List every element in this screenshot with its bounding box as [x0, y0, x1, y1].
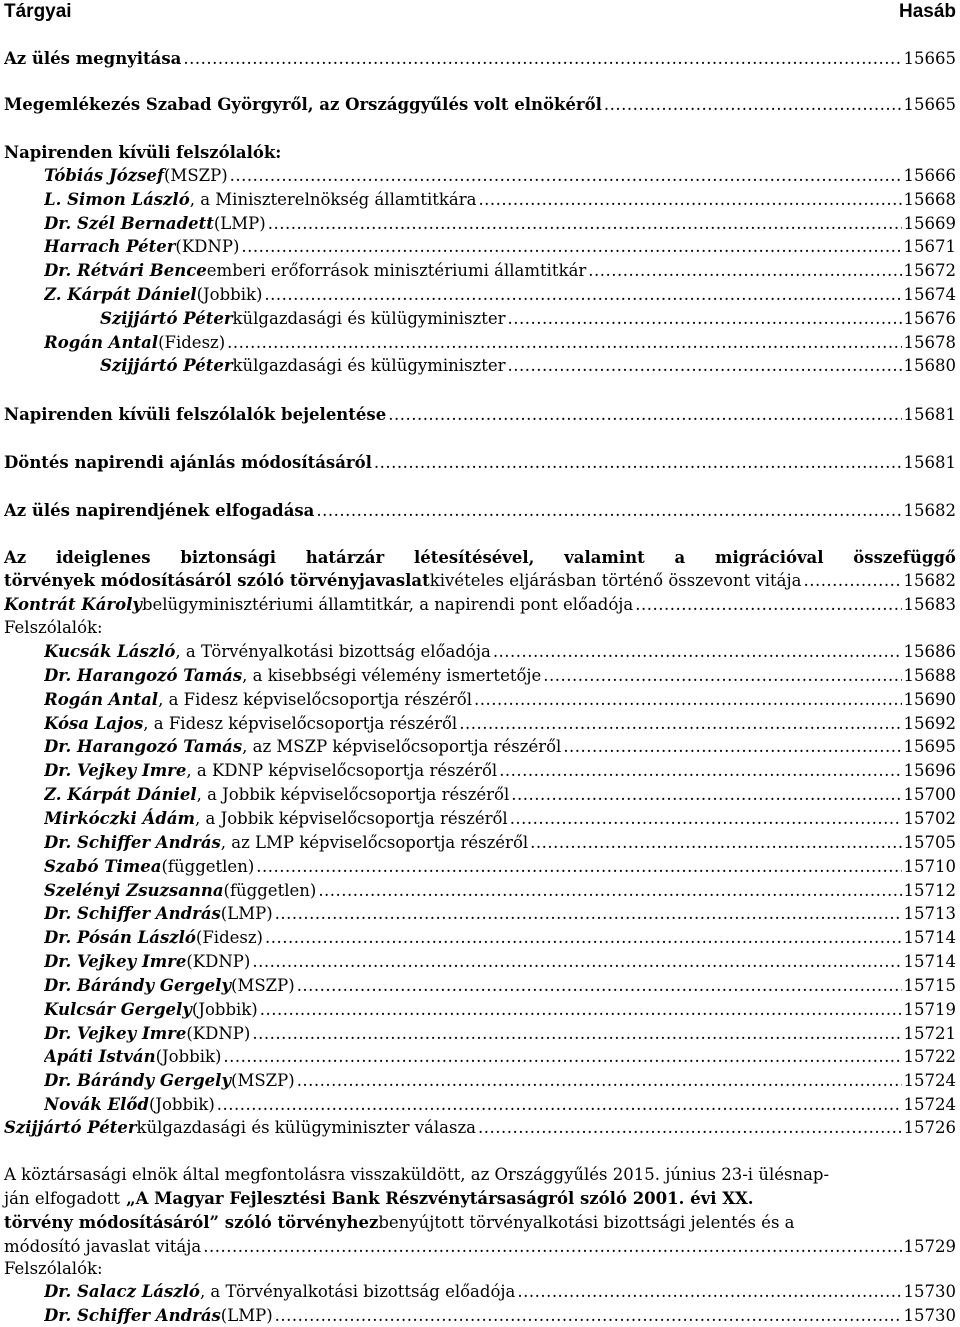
speaker-entry[interactable] — [44, 927, 956, 949]
dot-leader — [275, 903, 902, 925]
heading-text: Napirenden kívüli felszólalók: — [4, 143, 282, 162]
entry-page: 15719 — [903, 999, 956, 1019]
entry-page: 15681 — [903, 453, 956, 472]
speaker-name: Szelényi Zsuzsanna — [44, 880, 224, 900]
entry-page: 15686 — [903, 642, 956, 661]
speaker-name: Szabó Timea — [44, 856, 162, 876]
entry-page: 15671 — [903, 237, 956, 257]
speaker-name: Z. Kárpát Dániel — [44, 785, 197, 805]
entry-page: 15721 — [903, 1023, 956, 1043]
returned-line1: A köztársasági elnök által megfontolásra visszaküldött, az Országgyűlés 2015. június 23-i ülésnap- — [4, 1165, 830, 1184]
speaker-role: külgazdasági és külügyminiszter válasza — [136, 1118, 476, 1137]
dot-leader — [217, 1094, 902, 1116]
entry-page: 15712 — [903, 880, 956, 900]
bill-title-word: határzár — [305, 548, 385, 567]
pre-agenda-entry[interactable] — [44, 260, 956, 282]
entry-page: 15705 — [903, 832, 956, 852]
returned-line2: ján elfogadott „A Magyar Fejlesztési Bank Részvénytársaságról szóló 2001. évi XX. — [4, 1189, 754, 1208]
speaker-name: Kósa Lajos — [44, 713, 144, 733]
speaker-name: Rogán Antal — [44, 689, 159, 709]
speaker-name: Rogán Antal — [44, 332, 159, 352]
speaker-name: Dr. Vejkey Imre — [44, 952, 187, 972]
dot-leader — [635, 594, 901, 616]
dot-leader — [563, 736, 901, 758]
speaker-role: (Jobbik) — [196, 285, 263, 304]
entry-page: 15678 — [903, 332, 956, 352]
entry-page: 15666 — [903, 166, 956, 185]
speaker-role: , a Jobbik képviselőcsoportja részéről — [196, 785, 510, 805]
speaker-entry[interactable] — [44, 975, 956, 997]
dot-leader — [530, 832, 901, 854]
speaker-role: külgazdasági és külügyminiszter — [232, 308, 506, 328]
speaker-name: Dr. Vejkey Imre — [44, 761, 187, 781]
speaker-entry[interactable] — [44, 1070, 956, 1092]
toc-entry-answer[interactable] — [4, 1117, 956, 1139]
speaker-role: (LMP) — [220, 1306, 273, 1325]
entry-page: 15729 — [903, 1237, 956, 1256]
speaker-entry[interactable] — [44, 999, 956, 1021]
dot-leader — [241, 236, 901, 258]
dot-leader — [223, 1046, 901, 1068]
dot-leader — [183, 48, 901, 70]
speaker-role: (LMP) — [220, 904, 273, 924]
speaker-name: Dr. Vejkey Imre — [44, 1023, 187, 1043]
entry-page: 15700 — [903, 785, 956, 805]
speaker-entry[interactable] — [44, 1305, 956, 1327]
speaker-entry[interactable] — [44, 665, 956, 687]
speaker-role: , a Törvényalkotási bizottság előadója — [175, 642, 491, 661]
speaker-role: (LMP) — [213, 213, 266, 233]
speaker-name: Dr. Harangozó Tamás — [44, 665, 243, 685]
header-right: Hasáb — [898, 1, 956, 22]
bill-title-bold: törvények módosításáról szóló törvényjavaslat — [4, 571, 430, 590]
speaker-role: külgazdasági és külügyminiszter — [232, 356, 506, 376]
speaker-entry[interactable] — [44, 713, 956, 735]
speaker-entry[interactable] — [44, 1281, 956, 1303]
speaker-name: Kontrát Károly — [4, 595, 142, 614]
entry-title: Az ülés megnyitása — [4, 49, 182, 68]
entry-page: 15710 — [903, 856, 956, 876]
entry-title: Az ülés napirendjének elfogadása — [4, 501, 315, 520]
dot-leader — [803, 570, 901, 592]
entry-page: 15692 — [903, 713, 956, 733]
entry-page: 15724 — [903, 1071, 956, 1091]
speaker-entry[interactable] — [44, 736, 956, 758]
speaker-role: , az LMP képviselőcsoportja részéről — [220, 832, 529, 852]
bill-title-word: a — [674, 548, 686, 567]
speaker-name: L. Simon László — [44, 189, 190, 209]
dot-leader — [493, 641, 902, 663]
entry-page: 15682 — [903, 571, 956, 590]
entry-page: 15722 — [903, 1047, 956, 1067]
speaker-entry[interactable] — [44, 832, 956, 854]
speaker-name: Dr. Salacz László — [44, 1282, 200, 1301]
dot-leader — [543, 665, 901, 687]
speaker-name: Dr. Harangozó Tamás — [44, 737, 243, 757]
entry-page: 15683 — [903, 595, 956, 614]
dot-leader — [604, 94, 902, 116]
dot-leader — [499, 760, 901, 782]
speaker-role: (Fidesz) — [195, 928, 263, 948]
speaker-role: (KDNP) — [175, 237, 240, 257]
bill-title-word: biztonsági — [180, 548, 276, 567]
pre-agenda-entry[interactable] — [100, 355, 956, 377]
entry-page: 15713 — [903, 904, 956, 924]
speaker-name: Mirkóczki Ádám — [44, 808, 196, 828]
entry-page: 15665 — [903, 49, 956, 68]
entry-page: 15682 — [903, 501, 956, 520]
speaker-name: Dr. Schiffer András — [44, 832, 221, 852]
speaker-role: (KDNP) — [186, 952, 251, 972]
bill-title-word: Az — [4, 548, 27, 567]
speaker-name: Tóbiás József — [44, 166, 164, 185]
entry-page: 15669 — [903, 213, 956, 233]
dot-leader — [275, 1305, 902, 1327]
speaker-entry[interactable] — [44, 689, 956, 711]
pre-agenda-entry[interactable] — [100, 308, 956, 330]
speaker-role: , a kisebbségi vélemény ismertetője — [242, 665, 542, 685]
speaker-role: (független) — [223, 880, 317, 900]
bill-title-line1 — [4, 546, 956, 570]
speaker-role: (MSZP) — [231, 975, 295, 995]
dot-leader — [510, 808, 902, 830]
entry-page: 15674 — [903, 285, 956, 304]
entry-page: 15665 — [903, 95, 956, 114]
dot-leader — [507, 355, 901, 377]
speaker-role: (MSZP) — [231, 1071, 295, 1091]
entry-page: 15672 — [903, 261, 956, 281]
entry-page: 15681 — [903, 405, 956, 424]
bill-title-word: migrációval — [715, 548, 824, 567]
dot-leader — [478, 189, 901, 211]
entry-page: 15714 — [903, 952, 956, 972]
speaker-name: Szijjártó Péter — [4, 1118, 137, 1137]
speaker-entry[interactable] — [44, 951, 956, 973]
speaker-name: Apáti István — [44, 1047, 156, 1067]
speaker-role: , a Fidesz képviselőcsoportja részéről — [143, 713, 458, 733]
toc-entry-returned[interactable] — [4, 1236, 956, 1258]
dot-leader — [388, 404, 901, 426]
dot-leader — [297, 975, 902, 997]
pre-agenda-entry[interactable] — [44, 236, 956, 258]
dot-leader — [318, 880, 901, 902]
entry-page: 15730 — [903, 1282, 956, 1301]
entry-title: Döntés napirendi ajánlás módosításáról — [4, 453, 372, 472]
dot-leader — [374, 452, 902, 474]
speaker-entry[interactable] — [44, 1046, 956, 1068]
speaker-name: Novák Előd — [44, 1095, 149, 1115]
entry-page: 15695 — [903, 737, 956, 757]
entry-page: 15714 — [903, 928, 956, 948]
speaker-role: emberi erőforrások minisztériumi államtitkár — [206, 261, 587, 281]
returned-line3: törvény módosításáról” szóló törvényhez benyújtott törvényalkotási bizottsági jelentés és a — [4, 1213, 795, 1232]
toc-entry-presenter[interactable] — [4, 594, 956, 616]
speaker-entry[interactable] — [44, 1094, 956, 1116]
speaker-role: , a KDNP képviselőcsoportja részéről — [186, 761, 498, 781]
bill-title-word: valamint — [564, 548, 645, 567]
speaker-role: (független) — [161, 856, 255, 876]
speaker-entry[interactable] — [44, 856, 956, 878]
pre-agenda-entry[interactable] — [44, 165, 956, 187]
bill-title-word: összefüggő — [853, 548, 956, 567]
speaker-entry[interactable] — [44, 903, 956, 925]
dot-leader — [297, 1070, 902, 1092]
entry-page: 15724 — [903, 1095, 956, 1115]
pre-agenda-entry[interactable] — [44, 332, 956, 354]
dot-leader — [227, 332, 901, 354]
returned-bill-paragraph — [4, 1163, 956, 1235]
dot-leader — [252, 951, 901, 973]
entry-title: Megemlékezés Szabad Györgyről, az Országgyűlés volt elnökéről — [4, 95, 602, 114]
toc-entry-adopt[interactable] — [4, 500, 956, 522]
speaker-name: Dr. Rétvári Bence — [44, 261, 207, 281]
speaker-role: , a Törvényalkotási bizottság előadója — [199, 1282, 516, 1301]
dot-leader — [588, 260, 901, 282]
entry-page: 15690 — [903, 689, 956, 709]
speakers2-heading — [4, 1258, 956, 1280]
dot-leader — [252, 1023, 901, 1045]
entry-page: 15730 — [903, 1306, 956, 1325]
speaker-name: Dr. Bárándy Gergely — [44, 1071, 232, 1091]
speaker-name: Dr. Szél Bernadett — [44, 213, 214, 233]
speaker-role: , a Miniszterelnökség államtitkára — [189, 189, 477, 209]
entry-page: 15676 — [903, 308, 956, 328]
speaker-entry[interactable] — [44, 880, 956, 902]
toc-entry-opening[interactable] — [4, 48, 956, 70]
dot-leader — [474, 689, 901, 711]
toc-entry-announce[interactable] — [4, 404, 956, 426]
dot-leader — [507, 308, 901, 330]
toc-header — [4, 0, 956, 26]
dot-leader — [203, 1236, 901, 1258]
speaker-role: (Jobbik) — [155, 1047, 222, 1067]
speaker-entry[interactable] — [44, 760, 956, 782]
speaker-entry[interactable] — [44, 808, 956, 830]
speaker-role: (Fidesz) — [158, 332, 226, 352]
speaker-role: , az MSZP képviselőcsoportja részéről — [242, 737, 562, 757]
speaker-name: Dr. Schiffer András — [44, 1306, 221, 1325]
bill-title-word: létesítésével, — [413, 548, 535, 567]
entry-page: 15680 — [903, 356, 956, 376]
entry-page: 15688 — [903, 665, 956, 685]
toc-entry-memorial[interactable] — [4, 94, 956, 116]
entry-page: 15668 — [903, 189, 956, 209]
pre-agenda-entry[interactable] — [44, 189, 956, 211]
dot-leader — [517, 1281, 901, 1303]
entry-title: módosító javaslat vitája — [4, 1237, 202, 1256]
speaker-name: Kucsák László — [44, 642, 176, 661]
header-left: Tárgyai — [4, 1, 72, 22]
speaker-entry[interactable] — [44, 641, 956, 663]
heading-text: Felszólalók: — [4, 1259, 103, 1278]
speaker-name: Szijjártó Péter — [100, 356, 233, 376]
entry-page: 15702 — [903, 808, 956, 828]
speaker-role: (KDNP) — [186, 1023, 251, 1043]
speaker-role: (MSZP) — [164, 166, 228, 185]
speaker-role: , a Fidesz képviselőcsoportja részéről — [158, 689, 473, 709]
speaker-role: (Jobbik) — [191, 999, 258, 1019]
bill-title-rest: kivételes eljárásban történő összevont vitája — [429, 571, 802, 590]
speaker-role: (Jobbik) — [148, 1095, 215, 1115]
dot-leader — [316, 500, 901, 522]
dot-leader — [230, 165, 902, 187]
speaker-name: Z. Kárpát Dániel — [44, 285, 197, 304]
speakers-heading — [4, 617, 956, 639]
entry-page: 15715 — [903, 975, 956, 995]
pre-agenda-heading — [4, 142, 956, 164]
speaker-role: belügyminisztériumi államtitkár, a napirendi pont előadója — [141, 595, 634, 614]
speaker-entry[interactable] — [44, 784, 956, 806]
dot-leader — [478, 1117, 902, 1139]
dot-leader — [265, 927, 902, 949]
toc-entry-bill[interactable] — [4, 570, 956, 592]
dot-leader — [459, 713, 901, 735]
dot-leader — [268, 213, 902, 235]
toc-entry-decision[interactable] — [4, 452, 956, 474]
speaker-name: Dr. Pósán László — [44, 928, 196, 948]
dot-leader — [260, 999, 902, 1021]
speaker-name: Kulcsár Gergely — [44, 999, 192, 1019]
entry-title: Napirenden kívüli felszólalók bejelentése — [4, 405, 387, 424]
speaker-name: Szijjártó Péter — [100, 308, 233, 328]
speaker-entry[interactable] — [44, 1023, 956, 1045]
entry-page: 15696 — [903, 761, 956, 781]
speaker-name: Harrach Péter — [44, 237, 176, 257]
dot-leader — [256, 856, 901, 878]
bill-title-word: ideiglenes — [55, 548, 151, 567]
dot-leader — [264, 284, 901, 306]
entry-page: 15726 — [903, 1118, 956, 1137]
pre-agenda-entry[interactable] — [44, 284, 956, 306]
speaker-name: Dr. Bárándy Gergely — [44, 975, 232, 995]
pre-agenda-entry[interactable] — [44, 213, 956, 235]
dot-leader — [511, 784, 901, 806]
speaker-name: Dr. Schiffer András — [44, 904, 221, 924]
speaker-role: , a Jobbik képviselőcsoportja részéről — [195, 808, 508, 828]
heading-text: Felszólalók: — [4, 618, 103, 637]
